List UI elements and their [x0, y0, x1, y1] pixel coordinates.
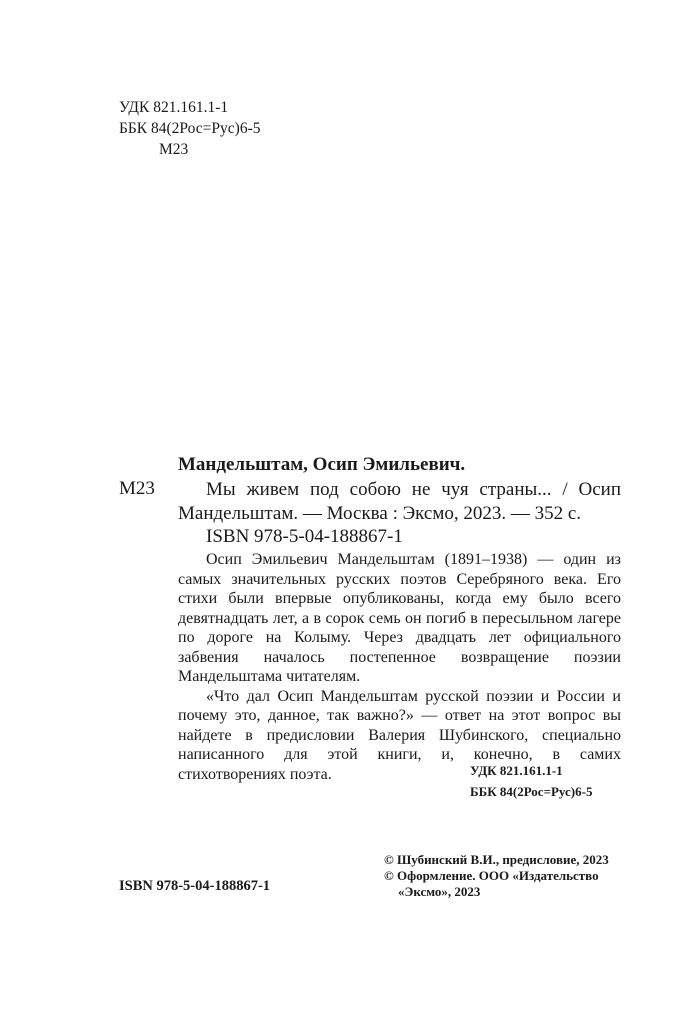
copyright-line-design-cont: «Эксмо», 2023 [398, 884, 481, 899]
author-mark: М23 [159, 141, 189, 158]
top-classification-codes [119, 97, 261, 160]
catalog-isbn: ISBN 978-5-04-188867-1 [206, 526, 403, 547]
catalog-author-mark: М23 [119, 478, 155, 499]
bottom-classification-codes [470, 760, 621, 802]
abstract-paragraph-2: «Что дал Осип Мандельштам русской поэзии и России и почему это, данное, так важно?» — ответ на этот вопрос вы найдете в предисловии Валерия Шубинского, специально написанного для этой книги, и, конечно, в самих стихотворениях поэта. [178, 687, 621, 783]
udk-code: УДК 821.161.1-1 [119, 99, 229, 116]
bottom-isbn: ISBN 978-5-04-188867-1 [119, 878, 271, 894]
bibliographic-citation [178, 478, 621, 526]
citation-text: Мы живем под собою не чуя страны... / Осип Мандельштам. — Москва : Эксмо, 2023. — 352 с. [178, 479, 621, 524]
abstract [178, 550, 621, 784]
copyright-block [384, 852, 621, 900]
bottom-bbk-code: ББК 84(2Рос=Рус)6-5 [470, 784, 593, 799]
abstract-paragraph-1: Осип Эмильевич Мандельштам (1891–1938) — один из самых значительных русских поэтов Серебряного века. Его стихи были впервые опубликованы, когда ему было всего девятнадцать лет, а в сорок семь он погиб в пересыльном лагере по дороге на Колыму. Через двадцать лет официального забвения началось постепенное возвращение поэзии Мандельштама читателям. [178, 551, 621, 685]
author-heading: Мандельштам, Осип Эмильевич. [178, 454, 466, 475]
copyright-line-design: © Оформление. ООО «Издательство [384, 868, 599, 883]
bbk-code: ББК 84(2Рос=Рус)6-5 [119, 120, 261, 137]
bottom-udk-code: УДК 821.161.1-1 [470, 763, 563, 778]
copyright-line-preface: © Шубинский В.И., предисловие, 2023 [384, 852, 609, 867]
